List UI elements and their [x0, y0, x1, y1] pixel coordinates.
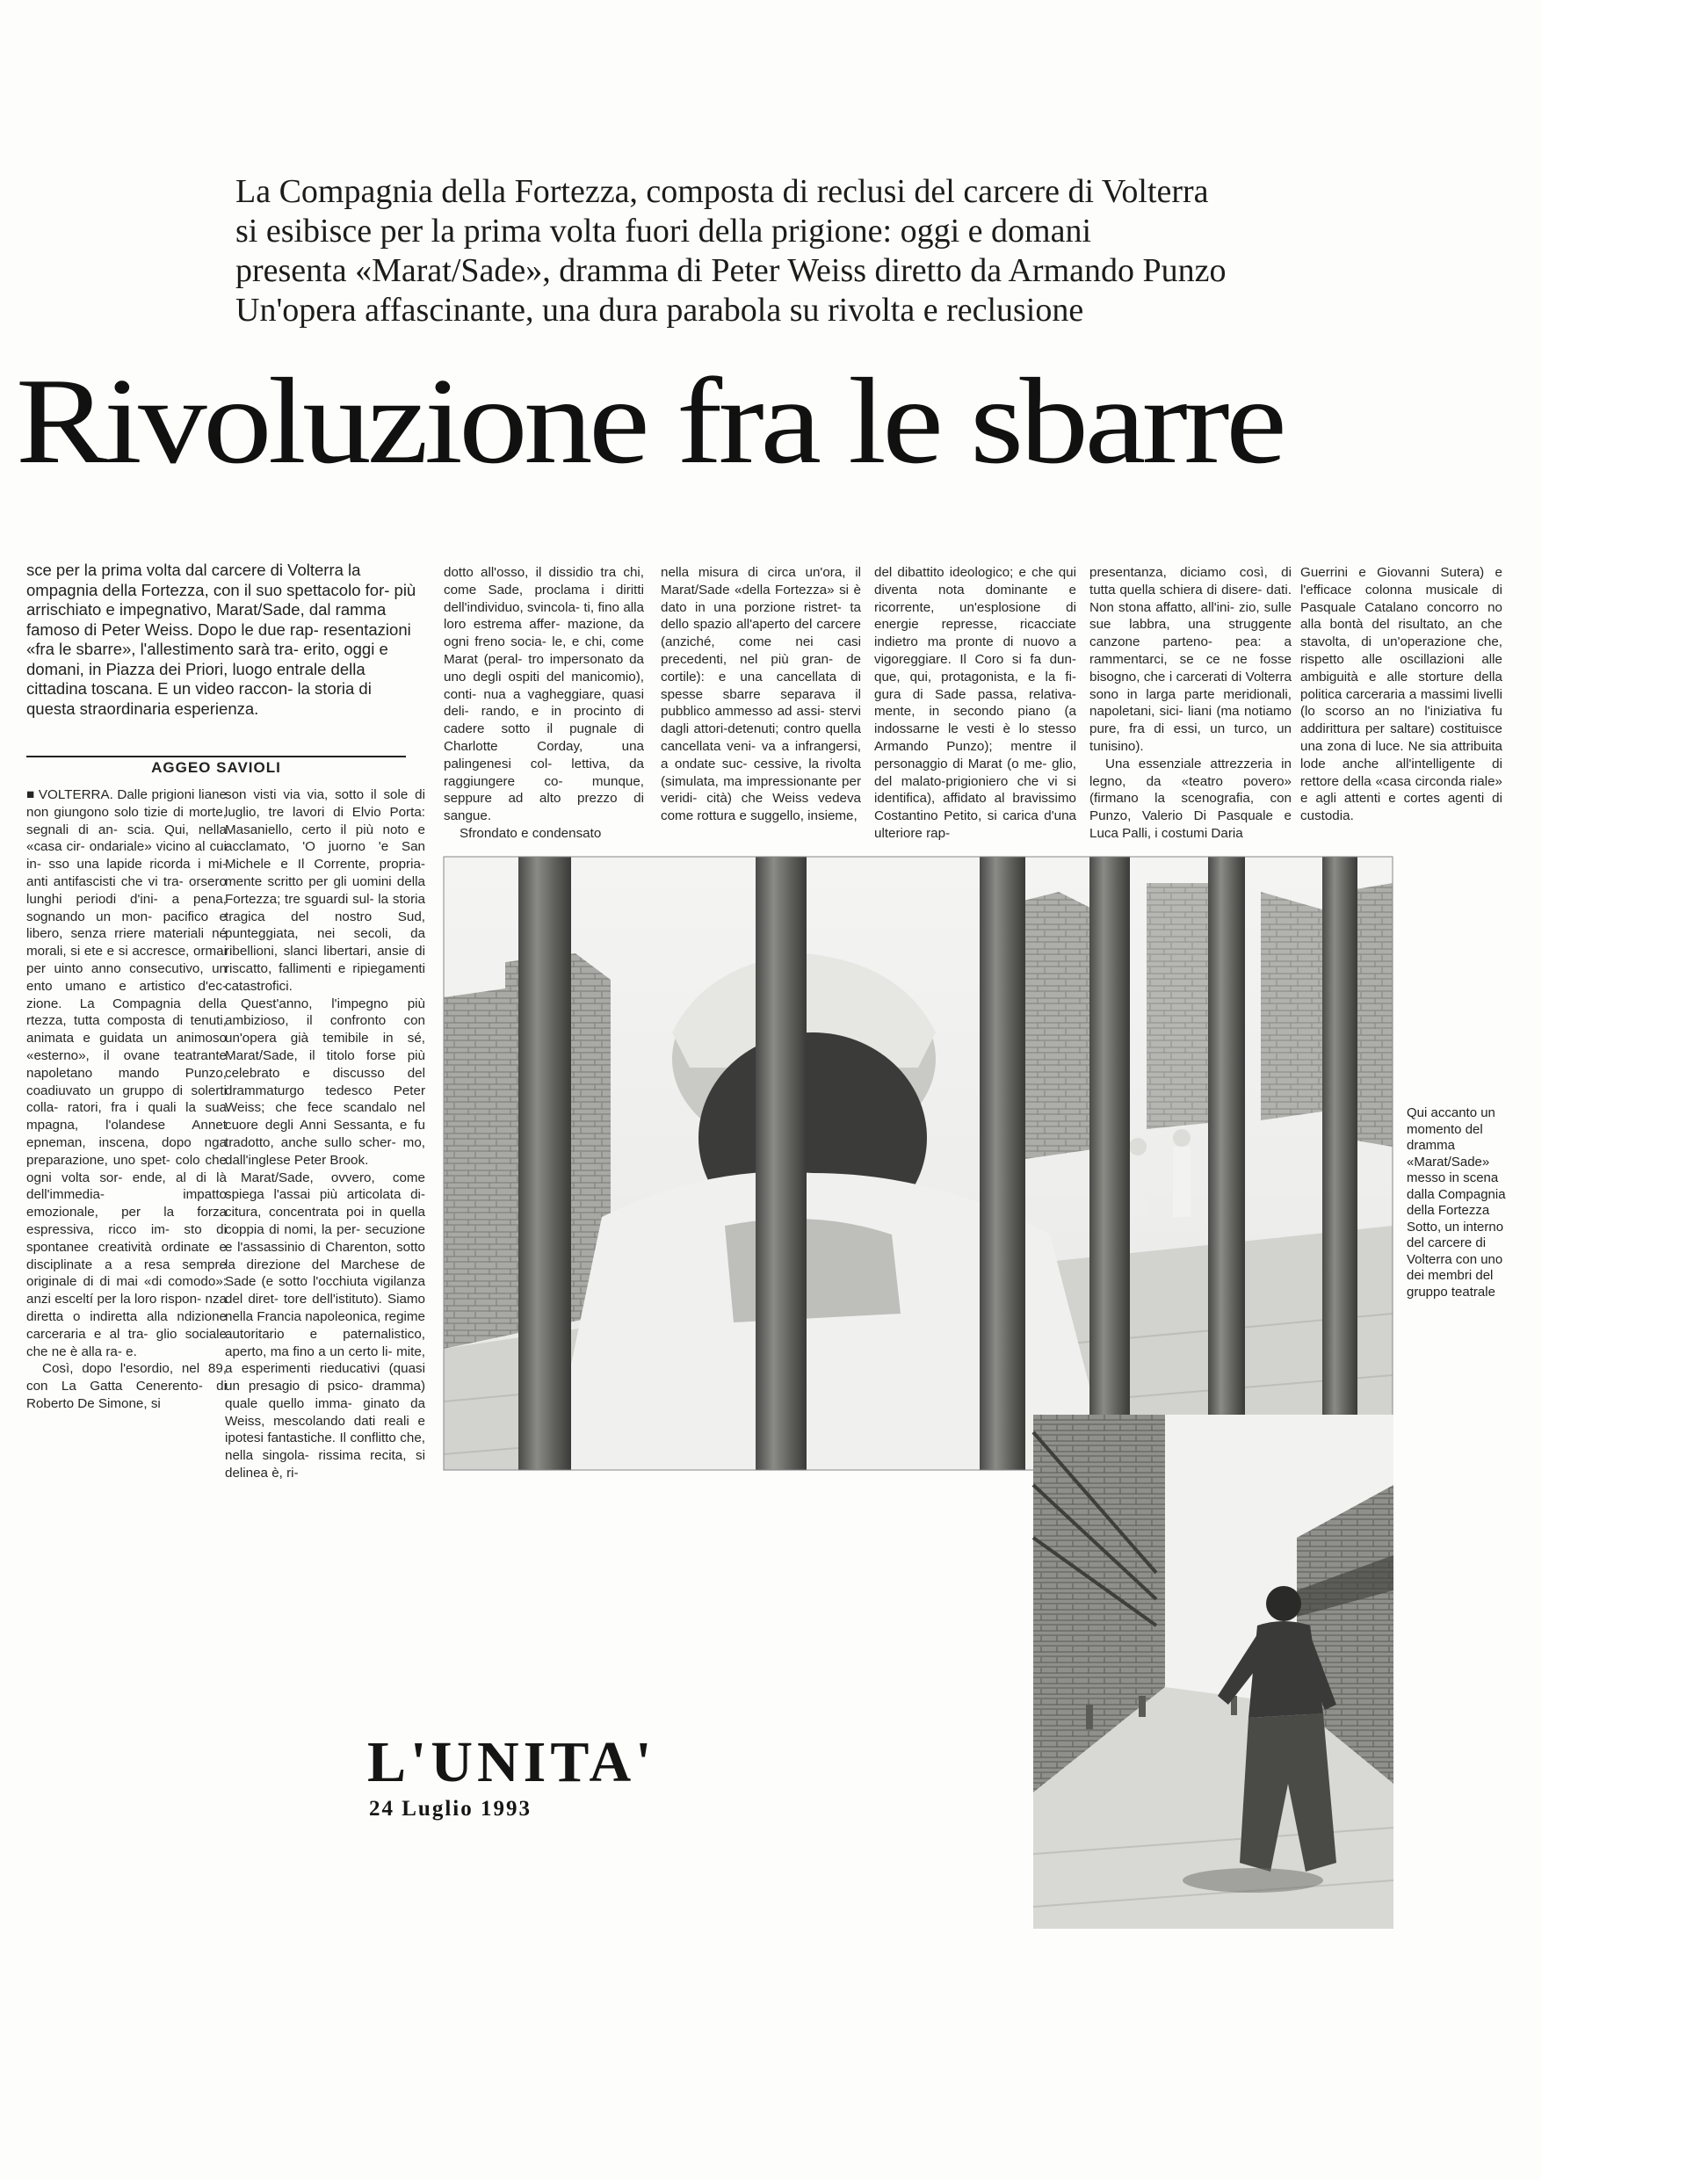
lead-text: sce per la prima volta dal carcere di Volterra la ompagnia della Fortezza, con il suo spettacolo for- più arrischiato e impegnativo, Marat/Sade, dal ramma famoso di Peter Weiss. Dopo le due rap- resentazioni «fra le sbarre», l'allestimento sarà tra- erito, oggi e domani, in Piazza dei Priori, luogo entrale della cittadina toscana. E un video raccon- la storia di questa straordinaria esperienza. [26, 561, 416, 718]
paragraph: Guerrini e Giovanni Sutera) e l'efficace colonna musicale di Pasquale Catalano concorro no alla bontà del risultato, an che stavolta, di un'operazione che, rispetto alle oscillazioni alle ambiguità e alle storture della politica carceraria a massimi livelli (lo scorso an no l'iniziativa fu addirittura per saltare) costituisce una zona di luce. Ne sia attribuita lode anche all'intelligente di rettore della «casa circonda riale» e agli attenti e cortes agenti di custodia. [1300, 565, 1502, 824]
paragraph: Una essenziale attrezzeria in legno, da «teatro povero» (firmano la scenografia, con Punzo, Valerio Di Pasquale e Luca Palli, i costumi Daria [1089, 756, 1292, 841]
photo-prison-interior [1033, 1415, 1393, 1929]
paragraph: ■ VOLTERRA. Dalle prigioni liane non giungono solo tizie di morte, segnali di an- scia. Qui, nella «casa cir- ondariale» vicino al cui in- sso una lapide ricorda i mi- anti antifascisti che vi tra- orsero lunghi periodi d'ini- a pena, sognando un mon- pacifico e libero, senza rriere materiali né morali, si ete e si accresce, ormai per uinto anno consecutivo, un ento umano e artistico d'ec- zione. La Compagnia della rtezza, tutta composta di tenuti, animata e guidata un animoso «esterno», il ovane teatrante napoletano mando Punzo, coadiuvato un gruppo di solerti colla- ratori, fra i quali la sua mpagna, l'olandese Annet epneman, inscena, dopo nga preparazione, uno spet- colo che ogni volta sor- ende, al di là dell'immedia- impatto emozionale, per la forza espressiva, ricco im- sto di spontanee creatività ordinate e disciplinate a a resa sempre originale di di mai «di comodo»: anzi esceltí per la loro rispon- nza diretta o indiretta alla ndizione carceraria e al tra- glio sociale che ne è alla ra- e. [26, 787, 227, 1359]
publication-date: 24 Luglio 1993 [369, 1797, 532, 1821]
article-column-3 [444, 564, 644, 841]
headline: Rivoluzione fra le sbarre [16, 353, 1284, 489]
article-column-5 [874, 564, 1076, 841]
subheadline-line: si esibisce per la prima volta fuori della prigione: oggi e domani [235, 213, 1092, 250]
paragraph: nella misura di circa un'ora, il Marat/Sade «della Fortezza» si è dato in una porzione ristret- ta dello spazio all'aperto del carcere (anziché, come nei casi precedenti, nel più gran- de cortile): e una cancellata di spesse sbarre separava il pubblico ammesso ad assi- stervi dagli attori-detenuti; contro quella cancellata veni- va a infrangersi, a ondate suc- cessive, la rivolta (simulata, ma impressionante per veridi- cità) che Weiss vedeva come rottura e suggello, insieme, [661, 565, 861, 824]
article-column-2 [225, 786, 425, 1481]
paragraph: Sfrondato e condensato [460, 825, 602, 841]
article-column-7 [1300, 564, 1502, 837]
newspaper-masthead: L'UNITA' [367, 1730, 656, 1794]
byline: AGGEO SAVIOLI [151, 759, 281, 776]
paragraph: Marat/Sade, ovvero, come spiega l'assai più articolata di- citura, concentrata poi in quella coppia di nomi, la per- secuzione e l'assassinio di Charenton, sotto la direzione del Marchese de Sade (e sotto l'occhiuta vigilanza del diret- tore dell'istituto). Siamo nella Francia napoleonica, regime autoritario e paternalistico, aperto, ma fino a un certo li- mite, a esperimenti rieducativi (quasi un presagio di psico- dramma) quale quello imma- ginato da Weiss, mescolando dati reali e ipotesi fantastiche. Il conflitto che, nella singola- rissima recita, si delinea è, ri- [225, 1170, 425, 1481]
subheadline [235, 172, 1378, 330]
subheadline-line: La Compagnia della Fortezza, composta di reclusi del carcere di Volterra [235, 173, 1209, 210]
paragraph: dotto all'osso, il dissidio tra chi, come Sade, proclama i diritti dell'individuo, svincola- ti, fino alla loro estrema affer- mazione, da ogni freno socia- le, e chi, come Marat (peral- tro impersonato da uno degli ospiti del manicomio), conti- nua a vagheggiare, quasi deli- rando, e in procinto di cadere sotto il pugnale di Charlotte Corday, una palingenesi col- lettiva, da raggiungere co- munque, seppure ad alto prezzo di sangue. [444, 565, 644, 824]
subheadline-line: presenta «Marat/Sade», dramma di Peter Weiss diretto da Armando Punzo [235, 252, 1227, 289]
paragraph: del dibattito ideologico; e che qui diventa nota dominante e ricorrente, un'esplosione di energie represse, ricacciate indietro ma pronte di nuovo a vigoreggiare. Il Coro si fa dun- que, qui, protagonista, e la fi- gura di Sade passa, relativa- mente, in secondo piano (a indossarne le vesti è lo stesso Armando Punzo); mentre il personaggio di Marat (o me- glio, del malato-prigioniero che vi si identifica), affidato al bravissimo Costantino Petito, si carica d'una ulteriore rap- [874, 565, 1076, 841]
byline-rule [26, 756, 406, 757]
photo-prison-bars [444, 857, 1393, 1470]
article-column-6 [1089, 564, 1292, 841]
paragraph: son visti via via, sotto il sole di luglio, tre lavori di Elvio Porta: Masaniello, certo il più noto e acclamato, 'O juorno 'e San Michele e Il Corrente, propria- mente scritto per gli uomini della Fortezza; tre sguardi sul- la storia tragica del nostro Sud, punteggiata, nei secoli, da ribellioni, slanci libertari, ansie di riscatto, fallimenti e ripiegamenti catastrofici. [225, 787, 425, 994]
photo-caption: Qui accanto un momento del dramma «Marat/Sade» messo in scena dalla Compagnia della Fortezza Sotto, un interno del carcere di Volterra con uno dei membri del gruppo teatrale [1407, 1105, 1506, 1300]
subheadline-line: Un'opera affascinante, una dura parabola su rivolta e reclusione [235, 292, 1084, 329]
paragraph: Così, dopo l'esordio, nel 89, con La Gatta Cenerento- di Roberto De Simone, si [26, 1361, 227, 1411]
paragraph: presentanza, diciamo così, di tutta quella schiera di disere- dati. Non stona affatto, all'ini- zio, sulle sue labbra, una struggente canzone parteno- pea: a rammentarci, se ce ne fosse bisogno, che i carcerati di Volterra sono in larga parte meridionali, napoletani, sici- liani (ma notiamo pure, fra di essi, un turco, un tunisino). [1089, 565, 1292, 754]
paragraph: Quest'anno, l'impegno più ambizioso, il confronto con un'opera già temibile in sé, Marat/Sade, il titolo forse più celebrato e discusso del drammaturgo tedesco Peter Weiss; che fece scandalo nel cuore degli Anni Sessanta, e fu tradotto, anche sullo scher- mo, dall'inglese Peter Brook. [225, 996, 425, 1168]
article-column-4 [661, 564, 861, 828]
lead-paragraph [26, 561, 422, 719]
article-column-1 [26, 786, 227, 1472]
